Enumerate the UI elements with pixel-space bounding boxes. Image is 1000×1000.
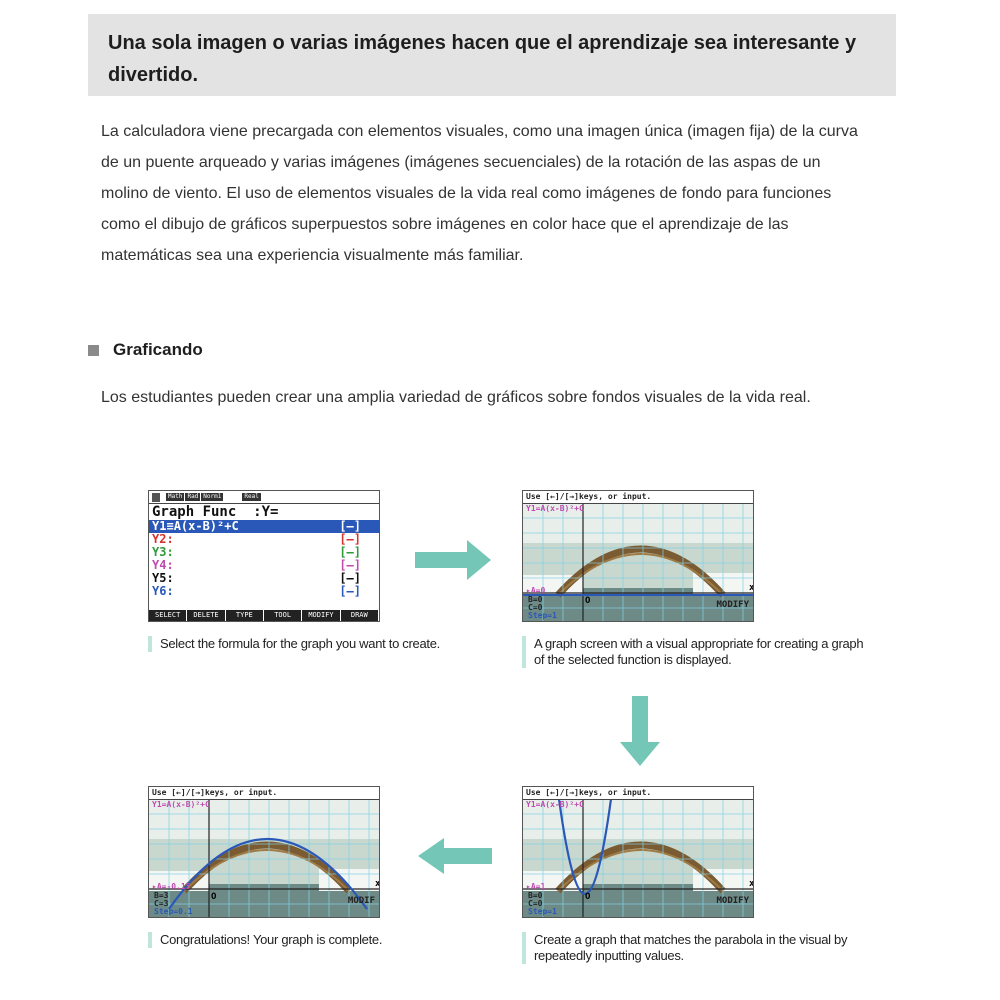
param-b[interactable]: B=0 (528, 595, 543, 604)
origin-label: O (585, 596, 591, 606)
caption-step-3: Create a graph that matches the parabola in the visual by repeatedly inputting values. (522, 932, 864, 964)
function-label: Y4: (152, 558, 174, 572)
section-description: Los estudiantes pueden crear una amplia variedad de gráficos sobre fondos visuales de la vida real. (101, 389, 811, 406)
graph-hint: Use [←]/[→]keys, or input. (523, 787, 753, 800)
param-a[interactable]: ▸A=1 (526, 882, 546, 891)
function-row[interactable]: Y1≡A(x-B)²+C [—] (149, 520, 379, 533)
calc-screen-graph-func (148, 490, 380, 622)
battery-icon (152, 493, 160, 502)
x-axis-label: x (749, 879, 755, 889)
param-step[interactable]: Step=0.1 (154, 907, 193, 916)
line-style-mark: [—] (339, 584, 361, 598)
function-display: Y1=A(x-B)²+C (526, 504, 584, 513)
fkey-tool[interactable]: TOOL (264, 610, 302, 621)
param-c[interactable]: C=0 (528, 899, 543, 908)
section-title: Graficando (113, 340, 203, 359)
param-step[interactable]: Step=1 (528, 611, 557, 620)
fkey-select[interactable]: SELECT (149, 610, 187, 621)
calc-screen-graph-initial (522, 490, 754, 622)
param-a[interactable]: ▸A=-0.15 (152, 882, 191, 891)
function-label: Y3: (152, 545, 174, 559)
function-display: Y1=A(x-B)²+C (526, 800, 584, 809)
function-formula: A(x-B)²+C (173, 519, 239, 533)
origin-label: O (585, 892, 591, 902)
function-label: Y5: (152, 571, 174, 585)
param-c[interactable]: C=0 (528, 603, 543, 612)
fkey-modify[interactable]: MODIFY (302, 610, 340, 621)
modify-label: MODIFY (716, 896, 749, 906)
calc-title: Graph Func :Y= (152, 504, 279, 520)
square-bullet-icon (88, 345, 99, 356)
title-banner (88, 14, 896, 96)
x-axis-label: x (375, 879, 381, 889)
page-title: Una sola imagen o varias imágenes hacen que el aprendizaje sea interesante y divertido. (108, 32, 857, 86)
calc-status-bar (149, 491, 379, 504)
function-row[interactable] (149, 585, 379, 598)
param-b[interactable]: B=0 (528, 891, 543, 900)
graph-hint: Use [←]/[→]keys, or input. (523, 491, 753, 504)
line-style-mark: [—] (339, 558, 361, 572)
modify-label: MODIFY (716, 600, 749, 610)
calc-screen-graph-complete (148, 786, 380, 918)
line-style-mark: [—] (339, 571, 361, 585)
arrow-right-icon (415, 540, 491, 580)
fkey-delete[interactable]: DELETE (187, 610, 225, 621)
caption-step-1: Select the formula for the graph you want to create. (148, 636, 490, 652)
param-b[interactable]: B=3 (154, 891, 169, 900)
fkey-type[interactable]: TYPE (226, 610, 264, 621)
arrow-left-icon (418, 838, 492, 874)
caption-step-4: Congratulations! Your graph is complete. (148, 932, 490, 948)
graph-hint: Use [←]/[→]keys, or input. (149, 787, 379, 800)
function-label: Y1 (152, 519, 167, 533)
param-a[interactable]: ▸A=0 (526, 586, 546, 595)
status-tag: Norm1 (203, 493, 222, 500)
status-tag: Math (168, 493, 183, 500)
section-heading (88, 338, 203, 362)
bridge-graph (149, 799, 380, 918)
function-label: Y2: (152, 532, 174, 546)
line-style-mark: [—] (339, 519, 361, 533)
fkey-draw[interactable]: DRAW (341, 610, 379, 621)
origin-label: O (211, 892, 217, 902)
param-c[interactable]: C=3 (154, 899, 169, 908)
status-tag: Real (244, 493, 259, 500)
arrow-down-icon (620, 696, 660, 766)
param-step[interactable]: Step=1 (528, 907, 557, 916)
function-label: Y6: (152, 584, 174, 598)
line-style-mark: [—] (339, 545, 361, 559)
function-key-bar (149, 610, 379, 621)
caption-step-2: A graph screen with a visual appropriate for creating a graph of the selected function is displayed. (522, 636, 864, 668)
calc-screen-graph-adjusting (522, 786, 754, 918)
line-style-mark: [—] (339, 532, 361, 546)
x-axis-label: x (749, 583, 755, 593)
status-tag: Rad (187, 493, 199, 500)
function-display: Y1=A(x-B)²+C (152, 800, 210, 809)
modify-label: MODIF (347, 896, 375, 906)
intro-paragraph: La calculadora viene precargada con elementos visuales, como una imagen única (imagen fija) de la curva de un puente arqueado y varias imágenes (imágenes secuenciales) de la rotación de las aspas de un molino de viento. El uso de elementos visuales de la vida real como imágenes de fondo para funciones como el dibujo de gráficos superpuestos sobre imágenes en color hace que el aprendizaje de las matemáticas sea una experiencia visualmente más familiar. (101, 123, 858, 264)
